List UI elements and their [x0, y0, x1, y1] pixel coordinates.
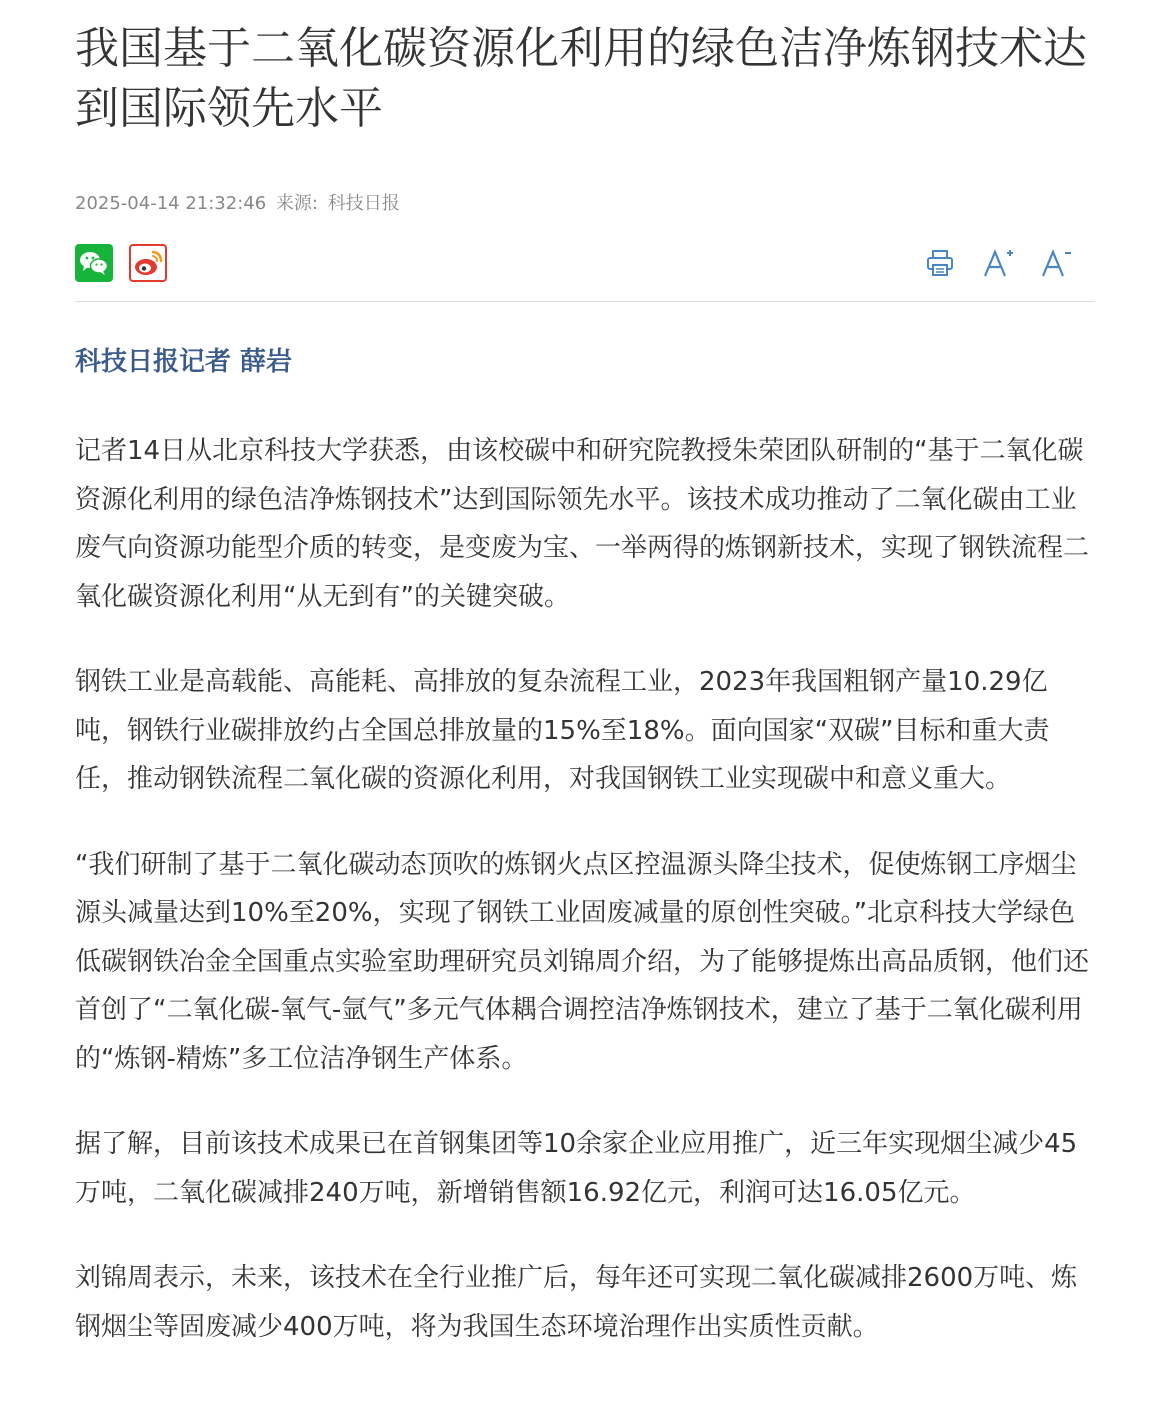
article-paragraph: “我们研制了基于二氧化碳动态顶吹的炼钢火点区控温源头降尘技术，促使炼钢工序烟尘源头减量达到10%至20%，实现了钢铁工业固废减量的原创性突破。”北京科技大学绿色低碳钢铁冶金全国重点实验室助理研究员刘锦周介绍，为了能够提炼出高品质钢，他们还首创了“二氧化碳-氧气-氩气”多元气体耦合调控洁净炼钢技术，建立了基于二氧化碳利用的“炼钢-精炼”多工位洁净钢生产体系。 [75, 849, 1090, 1074]
article-paragraph: 刘锦周表示，未来，该技术在全行业推广后，每年还可实现二氧化碳减排2600万吨、炼钢烟尘等固废减少400万吨，将为我国生态环境治理作出实质性贡献。 [75, 1263, 1078, 1342]
font-increase-icon [981, 246, 1015, 280]
weibo-share-button[interactable] [129, 244, 167, 282]
article-author: 科技日报记者 薛岩 [75, 347, 293, 377]
article-meta [75, 192, 1095, 216]
print-icon [925, 248, 955, 278]
wechat-icon [75, 244, 113, 282]
article-paragraph: 据了解，目前该技术成果已在首钢集团等10余家企业应用推广，近三年实现烟尘减少45万吨，二氧化碳减排240万吨，新增销售额16.92亿元，利润可达16.05亿元。 [75, 1129, 1078, 1208]
font-decrease-button[interactable] [1037, 244, 1075, 282]
source-label: 来源: [275, 193, 318, 214]
article [75, 0, 1095, 1351]
article-toolbar [75, 238, 1095, 302]
source-name: 科技日报 [327, 193, 400, 214]
font-increase-button[interactable] [979, 244, 1017, 282]
wechat-share-button[interactable] [75, 244, 113, 282]
article-paragraph: 钢铁工业是高载能、高能耗、高排放的复杂流程工业，2023年我国粗钢产量10.29亿吨，钢铁行业碳排放约占全国总排放量的15%至18%。面向国家“双碳”目标和重大责任，推动钢铁流程二氧化碳的资源化利用，对我国钢铁工业实现碳中和意义重大。 [75, 667, 1050, 794]
publish-datetime: 2025-04-14 21:32:46 [75, 193, 267, 214]
print-button[interactable] [921, 244, 959, 282]
article-title: 我国基于二氧化碳资源化利用的绿色洁净炼钢技术达到国际领先水平 [75, 23, 1087, 134]
weibo-icon [131, 246, 165, 280]
font-decrease-icon [1039, 246, 1073, 280]
article-paragraph: 记者14日从北京科技大学获悉，由该校碳中和研究院教授朱荣团队研制的“基于二氧化碳资源化利用的绿色洁净炼钢技术”达到国际领先水平。该技术成功推动了二氧化碳由工业废气向资源功能型介质的转变，是变废为宝、一举两得的炼钢新技术，实现了钢铁流程二氧化碳资源化利用“从无到有”的关键突破。 [75, 436, 1090, 612]
share-buttons [75, 244, 167, 282]
reading-tools [921, 244, 1075, 282]
